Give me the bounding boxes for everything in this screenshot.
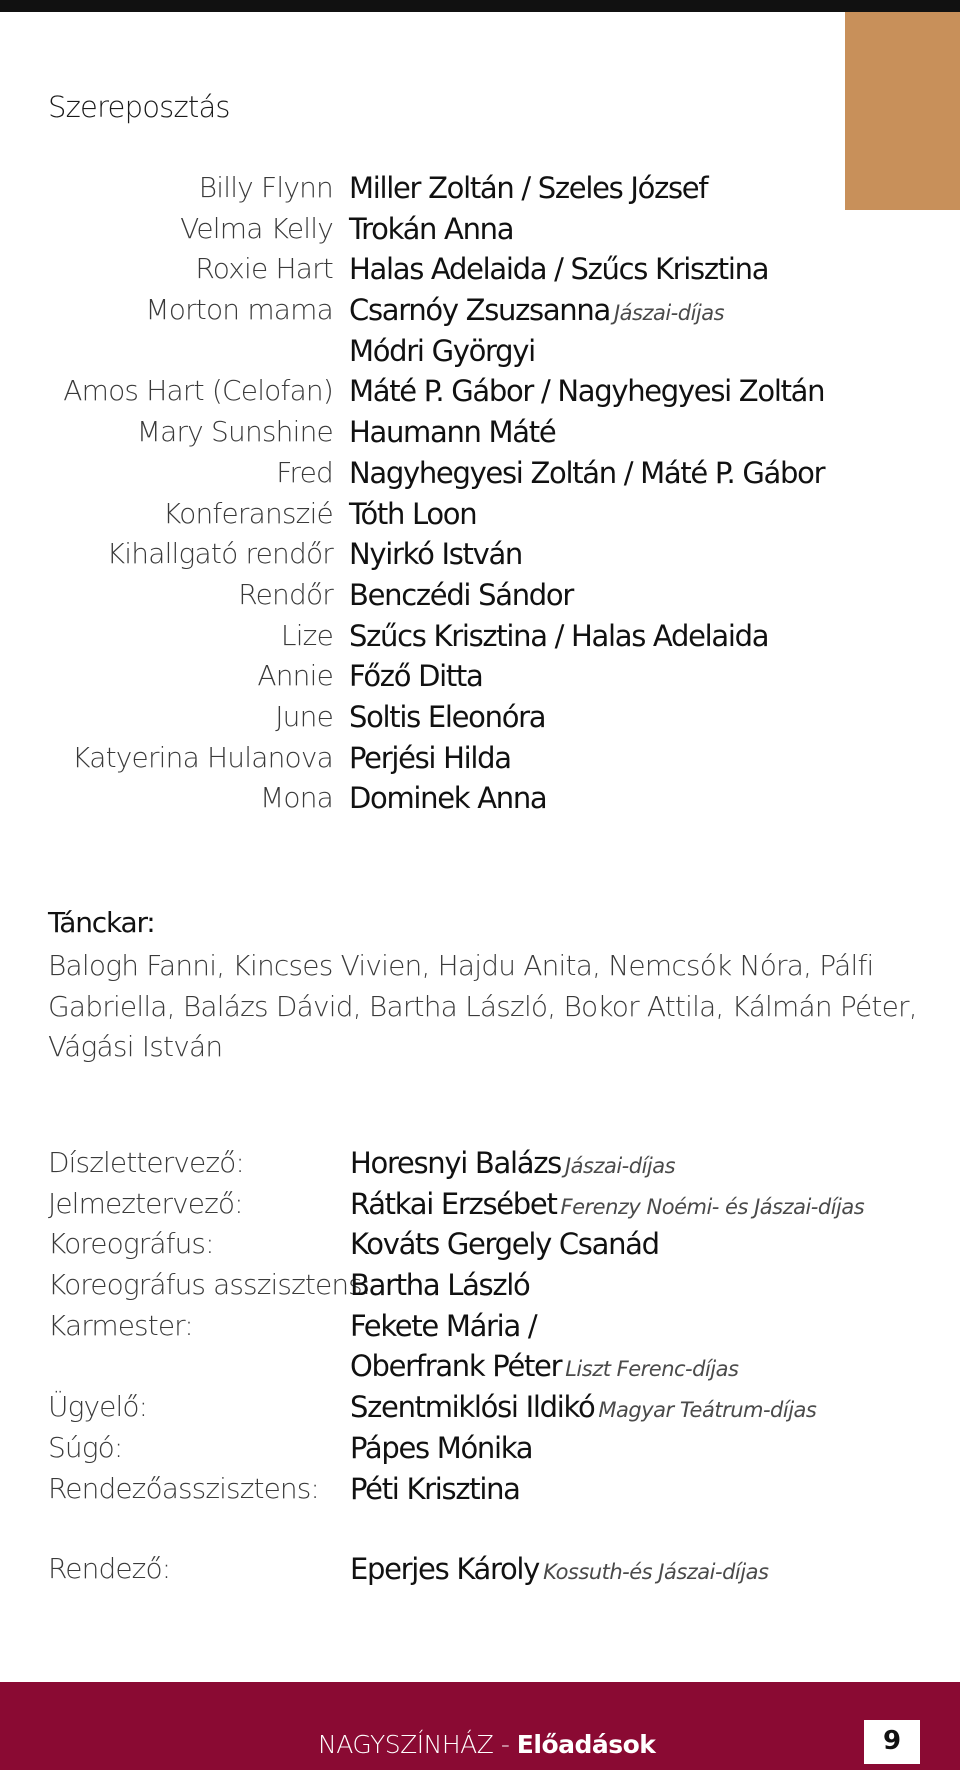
- page-heading: Szereposztás: [48, 90, 230, 124]
- role-name: Mona: [260, 781, 333, 815]
- actor-name: [349, 741, 511, 775]
- top-bar: [0, 0, 960, 12]
- crew-person-name: Pápes Mónika: [350, 1430, 533, 1465]
- actor-text: Máté P. Gábor / Nagyhegyesi Zoltán: [349, 374, 825, 409]
- crew-person: [350, 1349, 738, 1383]
- actor-name: [349, 578, 573, 612]
- role-name: Fred: [276, 455, 333, 489]
- actor-name: [349, 293, 724, 327]
- crew-role: Koreográfus:: [48, 1227, 214, 1261]
- actor-name: [349, 781, 546, 815]
- actor-text: Soltis Eleonóra: [349, 699, 546, 734]
- crew-role: Rendező:: [48, 1552, 171, 1586]
- actor-text: Módri Györgyi: [349, 333, 535, 368]
- crew-person-name: Eperjes Károly: [350, 1552, 540, 1587]
- crew-person-name: Rátkai Erzsébet: [350, 1186, 557, 1221]
- footer-venue: NAGYSZÍNHÁZ: [318, 1730, 494, 1759]
- actor-text: Halas Adelaida / Szűcs Krisztina: [349, 252, 769, 287]
- crew-role: Ügyelő:: [48, 1390, 148, 1424]
- crew-role: Koreográfus asszisztens:: [48, 1268, 371, 1302]
- actor-text: Miller Zoltán / Szeles József: [349, 171, 708, 205]
- page-number-box: [864, 1720, 920, 1764]
- award-note: Kossuth-és Jászai-díjas: [543, 1560, 769, 1585]
- crew-role: Rendezőasszisztens:: [48, 1471, 319, 1505]
- actor-name: [349, 374, 824, 408]
- actor-text: Főző Ditta: [349, 659, 483, 694]
- role-name: Mary Sunshine: [136, 415, 333, 449]
- role-name: Kihallgató rendőr: [106, 537, 333, 571]
- crew-person: [350, 1268, 530, 1302]
- crew-person-name: Bartha László: [350, 1268, 530, 1303]
- crew-person: [350, 1146, 675, 1180]
- actor-text: Csarnóy Zsuzsanna: [349, 293, 610, 328]
- role-name: Roxie Hart: [195, 252, 333, 286]
- crew-person-name: Fekete Mária /: [350, 1308, 537, 1343]
- actor-name: [349, 659, 482, 693]
- footer-bar: [0, 1682, 960, 1770]
- crew-person-name: Oberfrank Péter: [350, 1349, 562, 1384]
- role-name: Morton mama: [145, 293, 333, 327]
- crew-person: [350, 1187, 864, 1221]
- actor-name: [349, 334, 535, 368]
- crew-person: [350, 1309, 536, 1343]
- actor-name: [349, 212, 513, 246]
- actor-name: [349, 171, 707, 205]
- crew-person: [350, 1390, 816, 1424]
- crew-person: [350, 1227, 659, 1261]
- role-name: Annie: [257, 659, 333, 693]
- crew-role: Jelmeztervező:: [48, 1186, 243, 1220]
- actor-name: [349, 415, 555, 449]
- award-note: Liszt Ferenc-díjas: [565, 1357, 739, 1382]
- footer-separator: -: [500, 1730, 510, 1759]
- actor-text: Szűcs Krisztina / Halas Adelaida: [349, 618, 769, 653]
- corner-tab: [845, 12, 960, 210]
- role-name: Lize: [280, 618, 333, 652]
- role-name: Velma Kelly: [180, 211, 333, 245]
- actor-name: [349, 537, 522, 571]
- page-number: 9: [882, 1726, 902, 1756]
- role-name: Katyerina Hulanova: [72, 740, 333, 774]
- role-name: Rendőr: [238, 577, 333, 611]
- actor-text: Haumann Máté: [349, 415, 556, 450]
- actor-name: [349, 700, 545, 734]
- actor-text: Dominek Anna: [349, 781, 547, 816]
- dancers-label: Tánckar:: [48, 906, 155, 939]
- role-name: Billy Flynn: [198, 171, 333, 204]
- actor-name: [349, 497, 476, 531]
- crew-person-name: Kováts Gergely Csanád: [350, 1227, 659, 1262]
- crew-role: Súgó:: [48, 1430, 123, 1464]
- award-note: Jászai-díjas: [564, 1154, 676, 1178]
- dancers-section: [48, 906, 918, 1068]
- actor-text: Tóth Loon: [349, 496, 477, 531]
- crew-person: [350, 1431, 532, 1465]
- crew-person-name: Péti Krisztina: [350, 1471, 520, 1506]
- dancers-list: Balogh Fanni, Kincses Vivien, Hajdu Anita, Nemcsók Nóra, Pálfi Gabriella, Balázs Dávid, Bartha László, Bokor Attila, Kálmán Péter, Vágási István: [48, 949, 917, 1063]
- crew-role: Díszlettervező:: [48, 1146, 244, 1179]
- footer-title: [318, 1730, 655, 1759]
- role-name: June: [275, 699, 333, 733]
- footer-section: Előadások: [516, 1730, 656, 1759]
- award-note: Ferenzy Noémi- és Jászai-díjas: [560, 1194, 865, 1219]
- actor-text: Nagyhegyesi Zoltán / Máté P. Gábor: [349, 455, 825, 490]
- role-name: Amos Hart (Celofan): [63, 374, 333, 408]
- crew-person-name: Horesnyi Balázs: [350, 1146, 561, 1180]
- actor-text: Benczédi Sándor: [349, 577, 573, 612]
- award-note: Magyar Teátrum-díjas: [598, 1398, 817, 1423]
- actor-text: Perjési Hilda: [349, 740, 511, 775]
- award-note: Jászai-díjas: [613, 301, 725, 326]
- actor-name: [349, 619, 768, 653]
- crew-person-name: Szentmiklósi Ildikó: [350, 1390, 595, 1425]
- actor-name: [349, 252, 768, 286]
- actor-text: Trokán Anna: [349, 211, 514, 246]
- actor-text: Nyirkó István: [349, 537, 523, 572]
- crew-person: [350, 1552, 768, 1586]
- crew-role: Karmester:: [48, 1308, 193, 1342]
- actor-name: [349, 456, 824, 490]
- role-name: Konferanszié: [162, 496, 333, 530]
- crew-person: [350, 1472, 520, 1506]
